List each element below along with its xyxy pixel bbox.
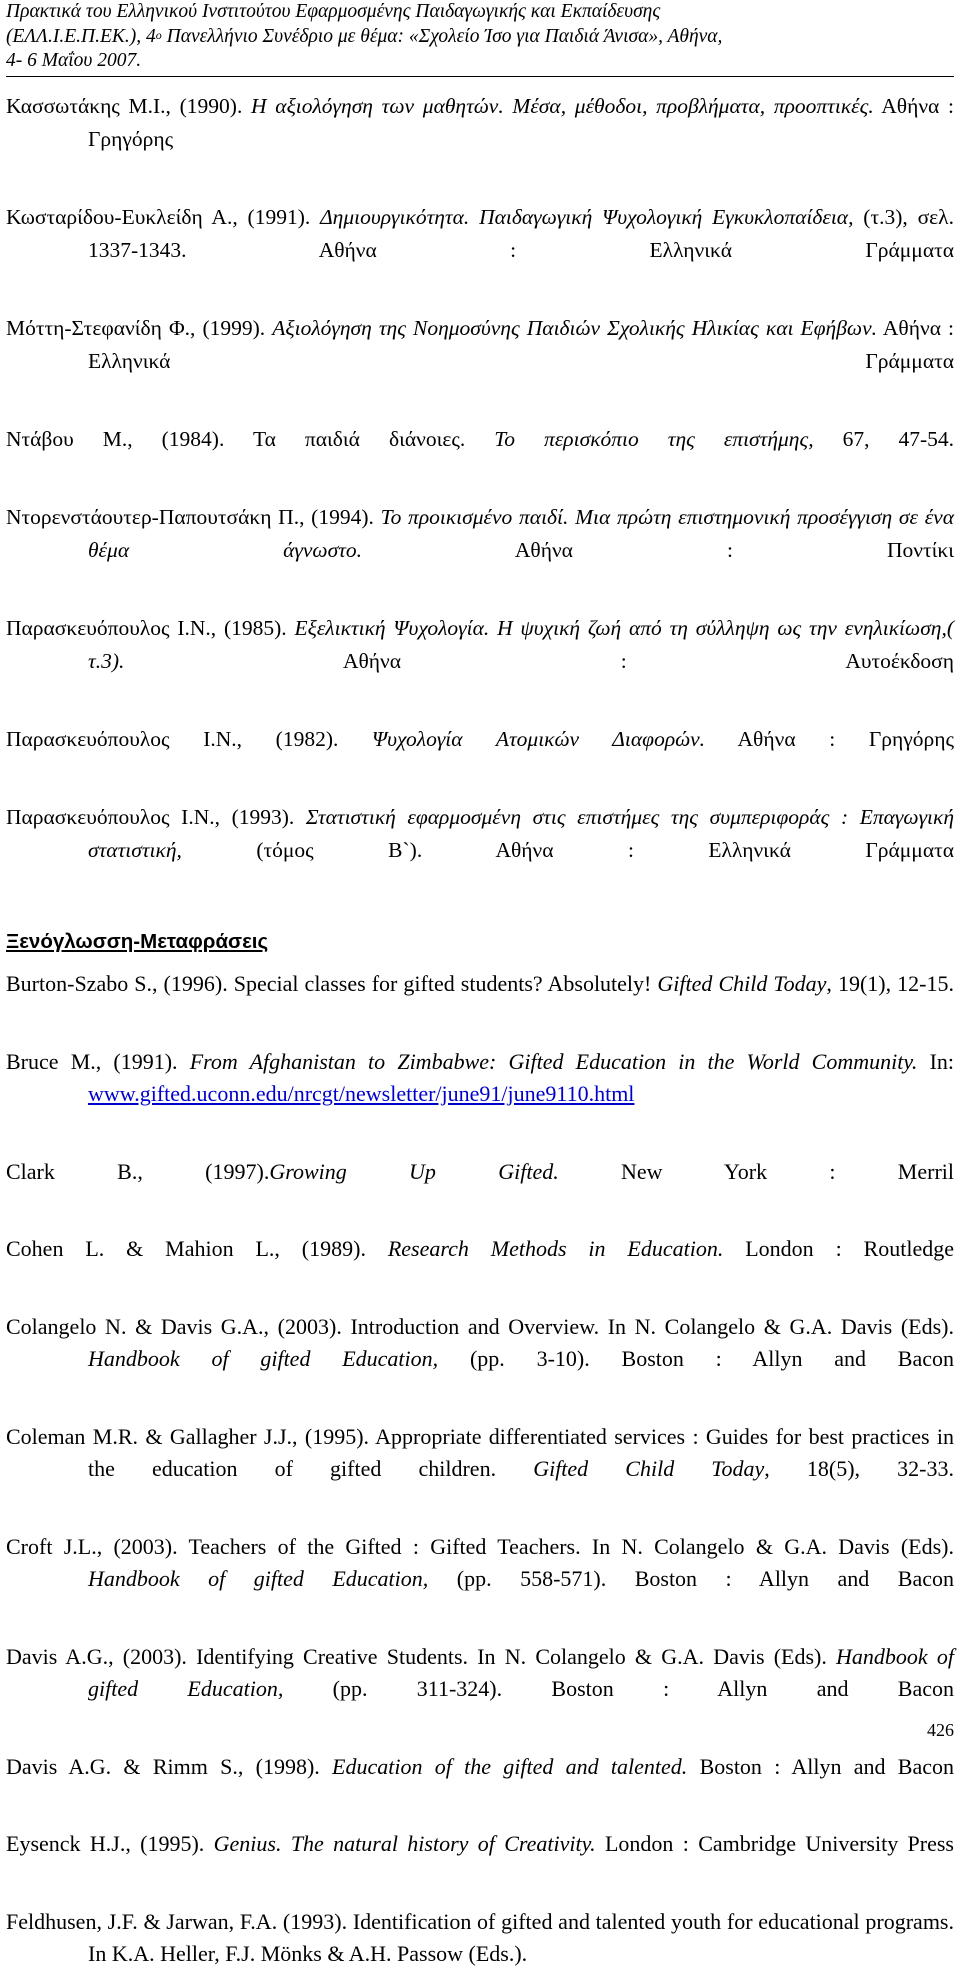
- reference-entry: [6, 1531, 954, 1629]
- reference-entry: [6, 1751, 954, 1816]
- reference-title: Στατιστική εφαρμοσμένη στις επιστήμες της συμπεριφοράς : Επαγωγική στατιστική,: [88, 805, 954, 862]
- reference-text: Μόττη-Στεφανίδη Φ., (1999).: [6, 316, 273, 340]
- reference-text: Croft J.L., (2003). Teachers of the Gifted : Gifted Teachers. In N. Colangelo & G.A. Davis (Eds).: [6, 1533, 954, 1559]
- reference-text: Coleman M.R. & Gallagher J.J., (1995). Appropriate differentiated services : Guides for best practices in the education of gifted children.: [6, 1423, 954, 1481]
- reference-title: Gifted Child Today: [533, 1456, 765, 1481]
- reference-text: Boston : Allyn and Bacon: [687, 1753, 955, 1779]
- reference-title: Handbook of gifted Education,: [88, 1643, 954, 1701]
- reference-entry: [6, 801, 954, 900]
- reference-text: (pp. 3-10). Boston : Allyn and Bacon: [438, 1346, 954, 1371]
- reference-entry: [6, 1828, 954, 1893]
- reference-text: Colangelo N. & Davis G.A., (2003). Introduction and Overview. In N. Colangelo & G.A. Davis (Eds).: [6, 1313, 954, 1339]
- page-number: 426: [927, 1720, 954, 1740]
- reference-title: Genius. The natural history of Creativity.: [213, 1831, 596, 1856]
- reference-text: London : Cambridge University Press: [595, 1831, 954, 1856]
- reference-text: Cohen L. & Mahion L., (1989).: [6, 1236, 388, 1261]
- reference-text: , 19(1), 12-15.: [826, 971, 954, 996]
- reference-text: Αθήνα : Αυτοέκδοση: [124, 649, 954, 673]
- reference-list: [6, 90, 954, 1983]
- reference-entry: [6, 1156, 954, 1221]
- reference-entry: [6, 968, 954, 1033]
- reference-text: Ντορενστάουτερ-Παπουτσάκη Π., (1994).: [6, 505, 381, 529]
- reference-text: (pp. 311-324). Boston : Allyn and Bacon: [283, 1676, 954, 1701]
- reference-text: (τόμος Β`). Αθήνα : Ελληνικά Γράμματα: [181, 838, 954, 862]
- greek-references: [6, 90, 954, 900]
- running-header: [6, 0, 954, 77]
- header-line-3: 4- 6 Μαΐου 2007.: [6, 50, 142, 71]
- reference-title: Ψυχολογία Ατομικών Διαφορών.: [372, 727, 706, 751]
- reference-entry: [6, 1641, 954, 1739]
- reference-text: Αθήνα : Γρηγόρης: [705, 727, 954, 751]
- reference-entry: [6, 201, 954, 300]
- reference-text: Αθήνα : Ελληνικά Γράμματα: [88, 316, 954, 373]
- reference-title: Education of the gifted and talented.: [332, 1753, 688, 1779]
- reference-title: Handbook of gifted Education,: [88, 1346, 439, 1371]
- reference-text: London : Routledge: [723, 1236, 954, 1261]
- header-line-1: Πρακτικά του Ελληνικού Ινστιτούτου Εφαρμοσμένης Παιδαγωγικής και Εκπαίδευσης: [6, 1, 661, 22]
- reference-text: , 18(5), 32-33.: [764, 1456, 955, 1481]
- reference-title: Handbook of gifted Education,: [88, 1566, 429, 1591]
- section-title: Ξενόγλωσση-Μεταφράσεις: [6, 930, 269, 953]
- reference-title: Αξιολόγηση της Νοημοσύνης Παιδιών Σχολικής Ηλικίας και Εφήβων.: [272, 316, 878, 340]
- reference-text: Feldhusen, J.F. & Jarwan, F.A. (1993). Identification of gifted and talented youth for educational programs. In K.A. Heller, F.J. Mönks & A.H. Passow (Eds.).: [6, 1908, 954, 1966]
- reference-title: From Afghanistan to Zimbabwe: Gifted Education in the World Community.: [189, 1048, 918, 1074]
- reference-text: Κωσταρίδου-Ευκλείδη Α., (1991).: [6, 205, 321, 229]
- reference-entry: [6, 90, 954, 189]
- reference-entry: [6, 423, 954, 489]
- reference-text: Ντάβου Μ., (1984). Τα παιδιά διάνοιες.: [6, 427, 495, 451]
- reference-entry: [6, 1046, 954, 1144]
- reference-link[interactable]: www.gifted.uconn.edu/nrcgt/newsletter/june91/june9110.html: [88, 1081, 635, 1106]
- reference-title: Το προικισμένο παιδί. Μια πρώτη επιστημονική προσέγγιση σε ένα θέμα άγνωστο.: [88, 505, 954, 562]
- reference-title: Το περισκόπιο της επιστήμης,: [494, 427, 814, 451]
- reference-text: (pp. 558-571). Boston : Allyn and Bacon: [428, 1566, 954, 1591]
- reference-title: Growing Up Gifted.: [269, 1158, 559, 1184]
- reference-text: Παρασκευόπουλος Ι.Ν., (1985).: [6, 616, 295, 640]
- reference-text: In:: [917, 1048, 955, 1074]
- header-line-2: (ΕΛΛ.Ι.Ε.Π.ΕΚ.), $4^o$ Πανελλήνιο Συνέδριο με θέμα: «Σχολείο Ίσο για Παιδιά Άνισα», Αθήνα,: [6, 25, 723, 47]
- reference-title: Η αξιολόγηση των μαθητών. Μέσα, μέθοδοι, προβλήματα, προοπτικές.: [251, 94, 874, 118]
- reference-title: Δημιουργικότητα. Παιδαγωγική Ψυχολογική Εγκυκλοπαίδεια,: [320, 205, 854, 229]
- reference-text: New York : Merril: [558, 1158, 954, 1184]
- reference-text: Παρασκευόπουλος Ι.Ν., (1982).: [6, 727, 373, 751]
- reference-entry: [6, 1311, 954, 1409]
- reference-title: Εξελικτική Ψυχολογία. Η ψυχική ζωή από τη σύλληψη ως την ενηλικίωση,( τ.3).: [88, 616, 955, 673]
- reference-text: Αθήνα : Γρηγόρης: [88, 94, 955, 151]
- reference-title: Research Methods in Education.: [387, 1236, 724, 1261]
- reference-text: Bruce M., (1991).: [6, 1048, 190, 1074]
- reference-entry: [6, 501, 954, 600]
- reference-entry: [6, 1421, 954, 1519]
- reference-entry: [6, 312, 954, 411]
- reference-entry: [6, 612, 954, 711]
- reference-title: Gifted Child Today: [657, 971, 827, 996]
- reference-text: Παρασκευόπουλος Ι.Ν., (1993).: [6, 805, 306, 829]
- reference-entry: [6, 723, 954, 789]
- reference-text: 67, 47-54.: [813, 427, 954, 451]
- reference-entry: [6, 1233, 954, 1298]
- reference-text: Αθήνα : Ποντίκι: [362, 538, 954, 562]
- reference-text: Davis A.G., (2003). Identifying Creative Students. In N. Colangelo & G.A. Davis (Eds).: [6, 1643, 837, 1669]
- reference-text: Eysenck H.J., (1995).: [6, 1831, 214, 1856]
- reference-text: (τ.3), σελ. 1337-1343. Αθήνα : Ελληνικά Γράμματα: [88, 205, 954, 262]
- reference-entry: [6, 1906, 954, 1971]
- reference-text: Davis A.G. & Rimm S., (1998).: [6, 1753, 333, 1779]
- reference-text: Clark B., (1997).: [6, 1158, 270, 1184]
- reference-text: Κασσωτάκης Μ.Ι., (1990).: [6, 94, 252, 118]
- reference-text: Burton-Szabo S., (1996). Special classes for gifted students? Absolutely!: [6, 971, 658, 996]
- english-references: [6, 968, 954, 1971]
